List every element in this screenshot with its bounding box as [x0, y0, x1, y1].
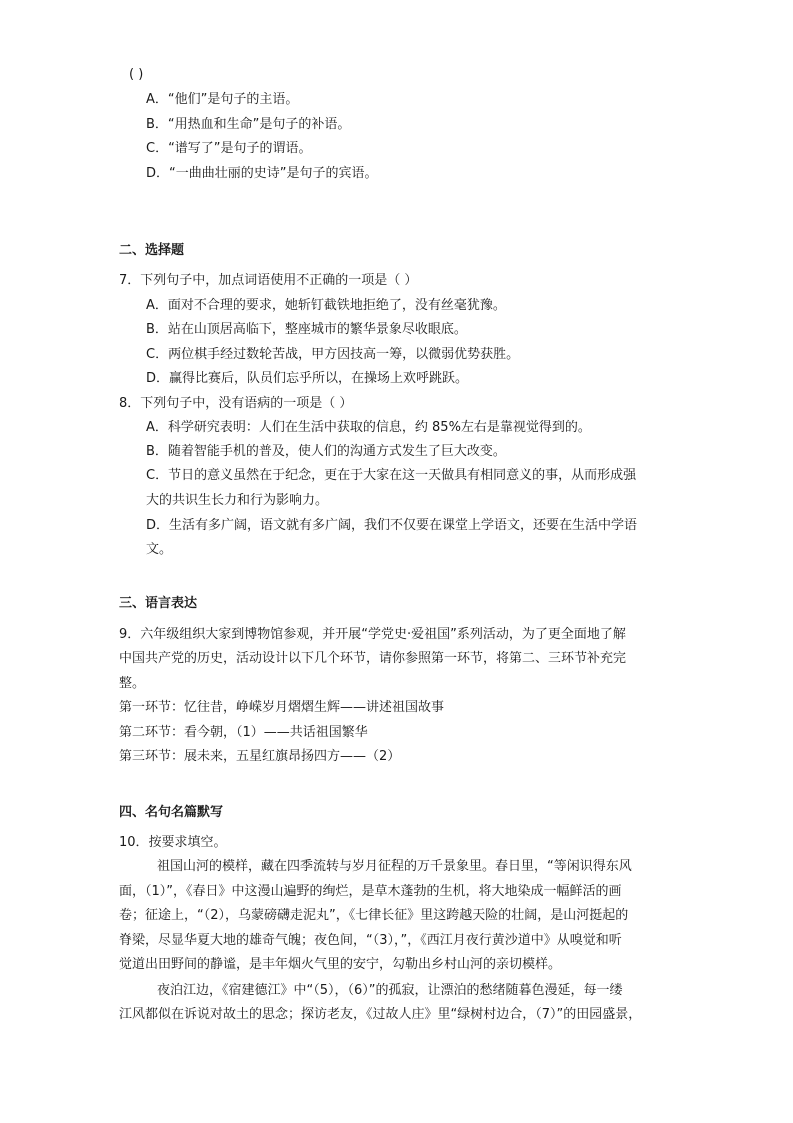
- question-6-answer-paren: ( ): [129, 67, 144, 82]
- paragraph-2-line2: 江风都似在诉说对故土的思念；探访老友，《过故人庄》里“绿树村边合，（7）”的田园盛景，: [119, 1007, 642, 1022]
- q6-option-a: A．“他们”是句子的主语。: [146, 92, 299, 107]
- q7-option-c: C．两位棋手经过数轮苦战，甲方因技高一筹，以微弱优势获胜。: [146, 347, 520, 362]
- section-3-heading: 三、语言表达: [119, 596, 198, 611]
- paragraph-1-line1: 祖国山河的模样，藏在四季流转与岁月征程的万千景象里。春日里，“等闲识得东风: [157, 859, 632, 874]
- q7-option-d: D．赢得比赛后，队员们忘乎所以，在操场上欢呼跳跃。: [146, 371, 469, 386]
- q7-option-a: A．面对不合理的要求，她斩钉截铁地拒绝了，没有丝毫犹豫。: [146, 298, 506, 313]
- q7-option-b: B．站在山顶居高临下，整座城市的繁华景象尽收眼底。: [146, 322, 467, 337]
- q6-option-b: B．“用热血和生命”是句子的补语。: [146, 117, 351, 132]
- paragraph-1-line2: 面，（1）”，《春日》中这漫山遍野的绚烂，是草木蓬勃的生机，将大地染成一幅鲜活的画: [119, 884, 622, 899]
- section-4-heading: 四、名句名篇默写: [119, 805, 224, 820]
- question-8-stem: 8．下列句子中，没有语病的一项是（ ）: [119, 396, 353, 411]
- q6-option-c: C．“谱写了”是句子的谓语。: [146, 141, 312, 156]
- q8-option-d-line1: D．生活有多广阔，语文就有多广阔，我们不仅要在课堂上学语文，还要在生活中学语: [146, 518, 638, 533]
- step-2: 第二环节：看今朝，（1）——共话祖国繁华: [119, 725, 368, 740]
- section-2-heading: 二、选择题: [119, 243, 185, 258]
- q8-option-a: A．科学研究表明：人们在生活中获取的信息，约 85%左右是靠视觉得到的。: [146, 420, 591, 435]
- question-9-line1: 9．六年级组织大家到博物馆参观，并开展“学党史·爱祖国”系列活动，为了更全面地了解: [119, 627, 626, 642]
- step-1: 第一环节：忆往昔，峥嵘岁月熠熠生辉——讲述祖国故事: [119, 700, 445, 715]
- question-9-line3: 整。: [119, 676, 146, 691]
- question-10-stem: 10．按要求填空。: [119, 835, 227, 850]
- question-7-stem: 7．下列句子中，加点词语使用不正确的一项是（ ）: [119, 273, 418, 288]
- paragraph-1-line5: 觉道出田野间的静谧，是丰年烟火气里的安宁，勾勒出乡村山河的亲切模样。: [119, 957, 562, 972]
- q8-option-c-line2: 大的共识生长力和行为影响力。: [146, 493, 329, 508]
- paragraph-1-line3: 卷；征途上，“（2），乌蒙磅礴走泥丸”，《七律长征》里这跨越天险的壮阔，是山河挺起的: [119, 908, 629, 923]
- question-9-line2: 中国共产党的历史，活动设计以下几个环节，请你参照第一环节，将第二、三环节补充完: [119, 651, 627, 666]
- paragraph-2-line1: 夜泊江边，《宿建德江》中“（5），（6）”的孤寂，让漂泊的愁绪随暮色漫延，每一缕: [157, 983, 623, 998]
- q8-option-d-line2: 文。: [146, 542, 173, 557]
- q8-option-c-line1: C．节日的意义虽然在于纪念，更在于大家在这一天做具有相同意义的事，从而形成强: [146, 468, 637, 483]
- q6-option-d: D．“一曲曲壮丽的史诗”是句子的宾语。: [146, 166, 378, 181]
- q8-option-b: B．随着智能手机的普及，使人们的沟通方式发生了巨大改变。: [146, 444, 506, 459]
- paragraph-1-line4: 脊梁，尽显华夏大地的雄奇气魄；夜色间，“（3），”，《西江月夜行黄沙道中》从嗅觉和听: [119, 933, 622, 948]
- step-3: 第三环节：展未来，五星红旗昂扬四方——（2）: [119, 749, 401, 764]
